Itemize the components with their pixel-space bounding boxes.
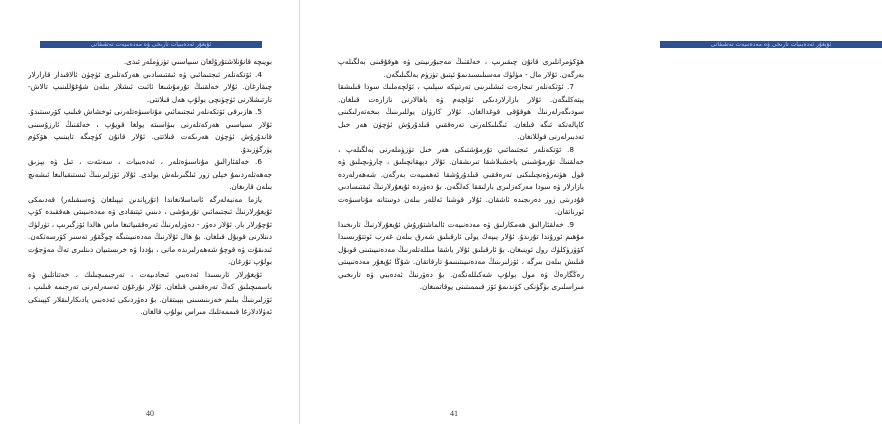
paragraph: 6. خەلقئارالىق مۇناسىۋەتلەر ، ئەدەبىيات ، سەنئەت ، تىل ۋە يېزىق جەھەتلەردىمۇ خېلى زور ئىلگىرىلەش بولدى. ئۇلار ئۆزلىرىنىڭ ئىستىقبالىغا ئىشەنچ بىلەن قارىغان. (28, 157, 272, 191)
page-number-left: 40 (146, 409, 154, 418)
paragraph: 9. خەلقئارالىق ھەمكارلىق ۋە مەدەنىيەت ئالماشتۇرۇش ئۇيغۇرلارنىڭ تارىخىدا مۇھىم ئورۇندا تۇرىدۇ. ئۇلار يىپەك يولى ئارقىلىق شەرق بىلەن غەرب ئوتتۇرىسىدا كۆۋرۈكلۈك رول ئوينىغان. بۇ ئارقىلىق ئۇلار باشقا مىللەتلەرنىڭ مەدەنىيىتىنى قوبۇل قىلىش بىلەن بىرگە ، ئۆزلىرىنىڭ مەدەنىيىتىنىمۇ تارقاتقان. شۇڭا ئۇيغۇر مەدەنىيىتى رەڭگارەڭ ۋە مول بولۇپ شەكىللەنگەن. بۇ دەۋرنىڭ ئەدەبىي ۋە تارىخىي مىراسلىرى بۈگۈنكى كۈندىمۇ ئۆز قىممىتىنى يوقاتمىغان. (338, 219, 584, 291)
page-number-right: 41 (450, 409, 458, 418)
left-page-body (28, 56, 272, 412)
paragraph: 7. ئۆتكەنلەر تىجارەت ئىشلىرىنى تەرتىپكە سېلىپ ، ئۆلچەملىك سودا قىلىشقا يېتەكلىگەن. ئۇلار بازارلاردىكى ئۆلچەم ۋە باھالارنى نازارەت قىلغان. سودىگەرلەرنىڭ ھوقۇقى قوغدالغان. ئۇلار كارۋان يوللىرىنىڭ بىخەتەرلىكىنى كاپالەتكە ئىگە قىلغان. ئىگىلىكلەرنى تەرەققىي قىلدۇرۇش ئۈچۈن ھەر خىل تەدبىرلەرنى قوللانغان. (338, 82, 584, 141)
paragraph: بويىچە قانۇنلاشتۇرۇلغان سىياسىي تۈزۈملەر ئىدى. (123, 57, 272, 66)
left-page (0, 0, 300, 424)
paragraph: 8. ئۆتكەنلەر ئىجتىمائىي تۇرمۇشتىكى ھەر خىل تۈزۈملەرنى بەلگىلەپ ، خەلقنىڭ تۇرمۇشىنى ياخشىلاشقا تىرىشقان. ئۇلار دېھقانچىلىق ، چارۋىچىلىق ۋە قول ھۈنەرۋەنچىلىكنى تەرەققىي قىلدۇرۇشقا ئەھمىيەت بەرگەن. شەھەرلەردە بازارلار ۋە سودا مەركەزلىرى بارلىققا كەلگەن. بۇ دەۋردە ئۇيغۇرلارنىڭ ئىقتىسادىي قۇدرىتى زور دەرىجىدە ئاشقان. ئۇلار قوشنا ئەللەر بىلەن دوستانە مۇناسىۋەت ئورناتقان. (338, 144, 584, 216)
paragraph: ئۇيغۇرلار ئارىسىدا ئەدەبىي ئىجادىيەت ، تەرجىمىچىلىك ، خەتتاتلىق ۋە باسمىچىلىق كەڭ تەرەققىي قىلغان. ئۇلار نۇرغۇن ئەسەرلەرنى تەرجىمە قىلىپ ، ئۆزلىرىنىڭ بىلىم خەزىنىسىنى بېيىتقان. بۇ دەۋردىكى ئەدەبىي يادىكارلىقلار كېيىنكى ئەۋلادلارغا قىممەتلىك مىراس بولۇپ قالغان. (28, 269, 272, 316)
paragraph: ھۆكۈمرانلىرى قانۇن چىقىرىپ ، خەلقنىڭ مەجبۇرىيىتى ۋە ھوقۇقىنى بەلگىلەپ بەرگەن. ئۇلار مال - مۈلۈك مەسىلىسىدىمۇ ئېنىق تۈزۈم بەلگىلىگەن. (338, 57, 584, 79)
paragraph: 4. ئۆتكەنلەر ئىجتىمائىي ۋە ئىقتىسادىي ھەركەتلىرى ئۈچۈن ئالاقىدار قارارلار چىقارغان. ئۇلار خەلقنىڭ تۇرمۇشىغا ئائىت ئىشلار بىلەن شۇغۇللىنىپ تالاش-تارتىشلارنى ئۈچۈنچى بولۇپ ھەل قىلاتتى. (28, 69, 272, 104)
paragraph: يازما مەنبەلەرگە ئاساسلانغاندا (تۇرپاندىن تېپىلغان ۋەسىقىلەر) قەدىمكى ئۇيغۇرلارنىڭ ئىجتىمائىي تۇرمۇشى ، دىنىي ئېتىقادى ۋە مەدەنىيىتى ھەققىدە كۆپ ئۇچۇرلار بار. ئۇلار دەۋر - دەۋرلەرنىڭ تەرەققىياتىغا ماس ھالدا ئۆزگىرىپ ، تۈرلۈك دىنلارنى قوبۇل قىلغان. بۇ ھال ئۇلارنىڭ مەدەنىيىتىگە چوڭقۇر تەسىر كۆرسەتكەن. ئىدىقۇت ۋە قوچۇ شەھەرلىرىدە مانى ، بۇددا ۋە خرىستىيان دىنلىرى تەڭ مەۋجۇت بولۇپ تۇرغان. (28, 194, 272, 266)
running-header: ئۇيغۇر ئەدەبىيات تارىخى ۋە مەدەنىيەت تەتقىقاتى (40, 41, 262, 48)
right-page (300, 0, 832, 424)
paragraph: 5. ھازىرقى ئۆتكەنلەر ئىجتىمائىي مۇناسىۋەتلەرنى ئوخشاش قىلىپ كۆرسىتىدۇ. ئۇلار سىياسىي ھەركەتلەرنى بىۋاسىتە يولغا قويۇپ ، خەلقنىڭ ئارزۇسىنى قاندۇرۇش ئۈچۈن ھەرىكەت قىلاتتى. ئۇلار قانۇن كۈچىگە تايىنىپ ھۆكۈم يۈرگۈزىدۇ. (28, 107, 272, 154)
running-header: ئۇيغۇر ئەدەبىيات تارىخى ۋە مەدەنىيەت تەتقىقاتى (660, 41, 882, 48)
right-page-body (338, 56, 584, 412)
